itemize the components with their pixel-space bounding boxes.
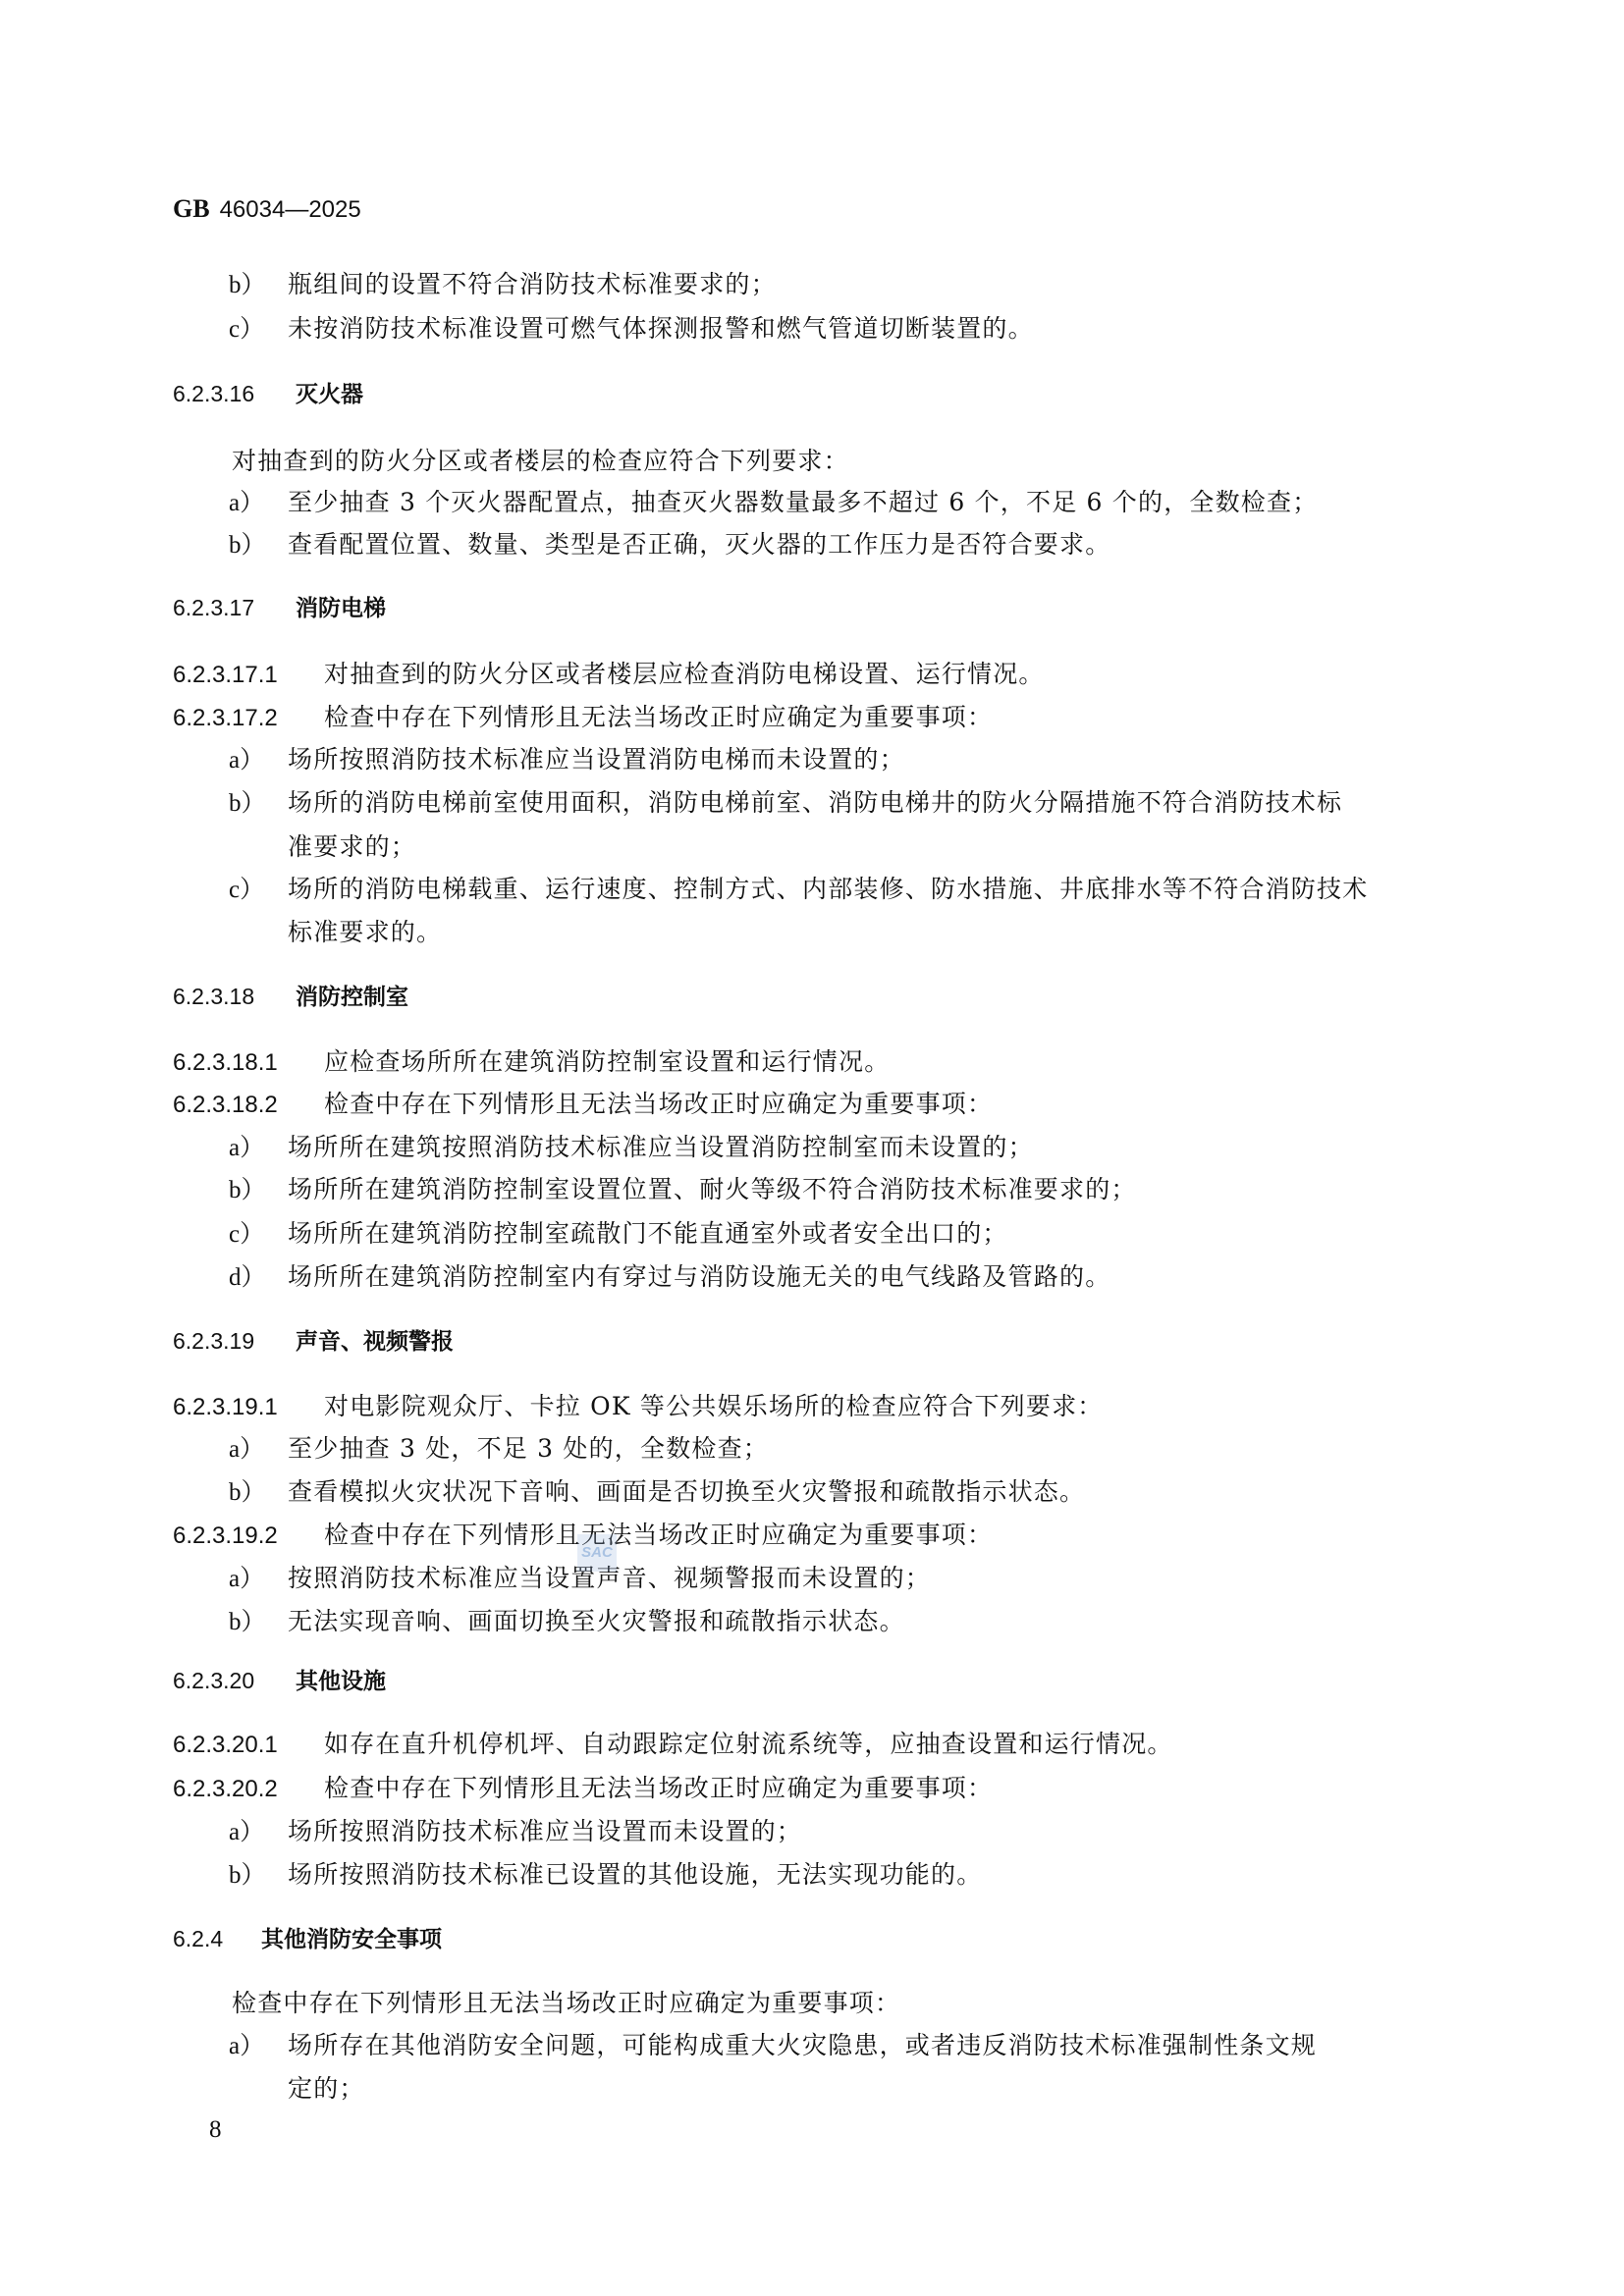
- clause: [173, 1730, 1173, 1759]
- section-number: 6.2.4: [173, 1926, 224, 1951]
- item-label: a）: [229, 1566, 265, 1592]
- item-text: 未按消防技术标准设置可燃气体探测报警和燃气管道切断装置的。: [288, 314, 1034, 343]
- list-item: [229, 530, 1110, 560]
- clause-number: 6.2.3.19.2: [173, 1522, 278, 1549]
- list-item-continuation: [288, 2074, 365, 2104]
- section-title: 灭火器: [296, 382, 363, 407]
- section-heading: [173, 1666, 386, 1695]
- item-label: c）: [229, 877, 265, 903]
- clause-number: 6.2.3.20.1: [173, 1732, 278, 1758]
- section-title: 其他消防安全事项: [261, 1927, 442, 1952]
- standard-header: [173, 194, 361, 224]
- clause-text: 检查中存在下列情形且无法当场改正时应确定为重要事项：: [324, 1521, 994, 1549]
- clause: [173, 660, 1045, 689]
- item-text: 准要求的；: [288, 832, 417, 861]
- clause-number: 6.2.3.18.1: [173, 1049, 278, 1076]
- list-item-continuation: [288, 918, 442, 947]
- clause-number: 6.2.3.18.2: [173, 1092, 278, 1118]
- list-item-continuation: [288, 832, 416, 862]
- item-label: a）: [229, 1436, 265, 1463]
- item-text: 标准要求的。: [288, 918, 443, 946]
- paragraph: [232, 447, 849, 476]
- clause-text: 检查中存在下列情形且无法当场改正时应确定为重要事项：: [324, 703, 994, 731]
- item-label: a）: [229, 1819, 265, 1845]
- list-item: [229, 1133, 1034, 1162]
- clause-text: 检查中存在下列情形且无法当场改正时应确定为重要事项：: [324, 1774, 994, 1802]
- item-label: c）: [229, 1221, 265, 1248]
- item-text: 查看模拟火灾状况下音响、画面是否切换至火灾警报和疏散指示状态。: [288, 1477, 1086, 1506]
- section-heading: [173, 1924, 442, 1953]
- item-text: 场所的消防电梯载重、运行速度、控制方式、内部装修、防水措施、井底排水等不符合消防技术: [288, 875, 1369, 903]
- list-item: [229, 1175, 1137, 1204]
- clause: [173, 1774, 993, 1803]
- item-label: a）: [229, 2033, 265, 2059]
- item-text: 场所所在建筑消防控制室内有穿过与消防设施无关的电气线路及管路的。: [288, 1262, 1111, 1291]
- section-heading: [173, 379, 363, 408]
- item-text: 场所所在建筑消防控制室疏散门不能直通室外或者安全出口的；: [288, 1219, 1008, 1248]
- item-label: d）: [229, 1264, 266, 1291]
- section-title: 消防电梯: [296, 596, 386, 621]
- list-item: [229, 1607, 905, 1636]
- clause-number: 6.2.3.20.2: [173, 1776, 278, 1802]
- clause-text: 如存在直升机停机坪、自动跟踪定位射流系统等，应抽查设置和运行情况。: [324, 1730, 1173, 1758]
- list-item: [229, 1477, 1085, 1507]
- paragraph-text: 检查中存在下列情形且无法当场改正时应确定为重要事项：: [232, 1989, 901, 2017]
- item-text: 场所的消防电梯前室使用面积，消防电梯前室、消防电梯井的防火分隔措施不符合消防技术标: [288, 788, 1343, 817]
- item-text: 至少抽查 3 个灭火器配置点，抽查灭火器数量最多不超过 6 个，不足 6 个的，全数检查；: [288, 488, 1319, 516]
- clause: [173, 703, 993, 732]
- list-item: [229, 875, 1368, 904]
- item-label: b）: [229, 272, 266, 298]
- section-number: 6.2.3.16: [173, 381, 255, 406]
- item-label: b）: [229, 790, 266, 817]
- list-item: [229, 1860, 982, 1890]
- list-item: [229, 1262, 1110, 1292]
- item-text: 场所所在建筑按照消防技术标准应当设置消防控制室而未设置的；: [288, 1133, 1034, 1161]
- paragraph: [232, 1989, 900, 2018]
- section-heading: [173, 1326, 454, 1356]
- item-label: c）: [229, 316, 265, 343]
- item-text: 场所存在其他消防安全问题，可能构成重大火灾隐患，或者违反消防技术标准强制性条文规: [288, 2031, 1318, 2059]
- standard-prefix: GB: [173, 194, 210, 223]
- item-text: 场所按照消防技术标准应当设置消防电梯而未设置的；: [288, 745, 905, 774]
- section-heading: [173, 982, 408, 1011]
- clause-text: 检查中存在下列情形且无法当场改正时应确定为重要事项：: [324, 1090, 994, 1118]
- item-text: 至少抽查 3 处，不足 3 处的，全数检查；: [288, 1434, 770, 1463]
- section-title: 消防控制室: [296, 985, 408, 1010]
- list-item: [229, 788, 1342, 818]
- item-text: 无法实现音响、画面切换至火灾警报和疏散指示状态。: [288, 1607, 905, 1635]
- item-label: b）: [229, 1609, 266, 1635]
- item-text: 定的；: [288, 2074, 365, 2103]
- section-number: 6.2.3.17: [173, 595, 255, 620]
- list-item: [229, 1219, 1008, 1249]
- item-label: a）: [229, 490, 265, 516]
- list-item: [229, 1817, 802, 1846]
- clause-text: 应检查场所所在建筑消防控制室设置和运行情况。: [324, 1047, 891, 1076]
- clause: [173, 1090, 993, 1119]
- item-text: 场所按照消防技术标准应当设置而未设置的；: [288, 1817, 803, 1845]
- section-number: 6.2.3.20: [173, 1668, 255, 1693]
- clause-number: 6.2.3.17.1: [173, 662, 278, 688]
- sac-watermark: SAC: [577, 1534, 617, 1572]
- clause-text: 对电影院观众厅、卡拉 OK 等公共娱乐场所的检查应符合下列要求：: [324, 1392, 1104, 1420]
- list-item: [229, 2031, 1317, 2060]
- list-item: [229, 745, 905, 774]
- paragraph-text: 对抽查到的防火分区或者楼层的检查应符合下列要求：: [232, 447, 849, 475]
- standard-number: 46034—2025: [219, 196, 361, 223]
- item-text: 瓶组间的设置不符合消防技术标准要求的；: [288, 270, 777, 298]
- clause-number: 6.2.3.19.1: [173, 1394, 278, 1420]
- item-text: 按照消防技术标准应当设置声音、视频警报而未设置的；: [288, 1564, 932, 1592]
- item-text: 查看配置位置、数量、类型是否正确，灭火器的工作压力是否符合要求。: [288, 530, 1111, 559]
- page-number: 8: [209, 2116, 222, 2143]
- item-label: b）: [229, 1479, 266, 1506]
- clause-text: 对抽查到的防火分区或者楼层应检查消防电梯设置、运行情况。: [324, 660, 1045, 688]
- item-label: b）: [229, 1862, 266, 1889]
- list-item: [229, 314, 1034, 344]
- section-title: 其他设施: [296, 1669, 386, 1694]
- list-item: [229, 270, 777, 299]
- item-label: a）: [229, 747, 265, 774]
- item-label: b）: [229, 532, 266, 559]
- list-item: [229, 488, 1318, 517]
- section-heading: [173, 593, 386, 622]
- item-text: 场所按照消防技术标准已设置的其他设施，无法实现功能的。: [288, 1860, 983, 1889]
- item-label: b）: [229, 1177, 266, 1203]
- section-number: 6.2.3.19: [173, 1328, 255, 1354]
- section-number: 6.2.3.18: [173, 984, 255, 1009]
- item-label: a）: [229, 1135, 265, 1161]
- clause-number: 6.2.3.17.2: [173, 705, 278, 731]
- item-text: 场所所在建筑消防控制室设置位置、耐火等级不符合消防技术标准要求的；: [288, 1175, 1137, 1203]
- section-title: 声音、视频警报: [296, 1329, 454, 1355]
- clause: [173, 1047, 890, 1077]
- clause: [173, 1392, 1103, 1421]
- list-item: [229, 1434, 769, 1464]
